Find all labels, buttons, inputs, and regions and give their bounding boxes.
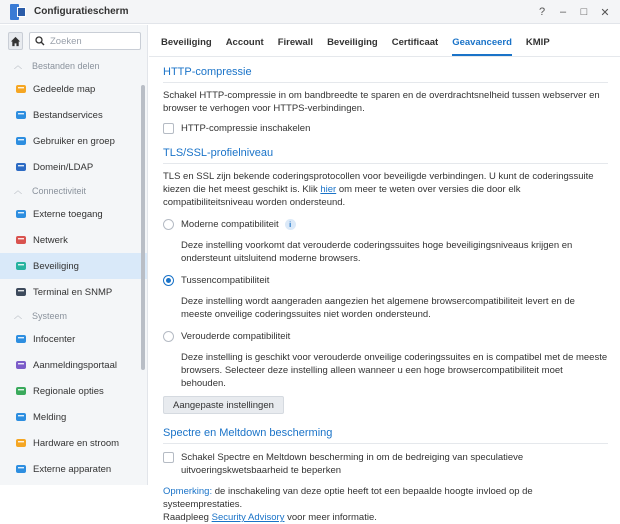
user-group-icon bbox=[14, 135, 27, 148]
file-services-icon bbox=[14, 109, 27, 122]
section-header[interactable] bbox=[0, 180, 147, 201]
sidebar-item-label: Domein/LDAP bbox=[33, 161, 94, 173]
tab-kmip[interactable]: KMIP bbox=[525, 37, 550, 48]
sidebar-item-label: Hardware en stroom bbox=[33, 437, 120, 449]
sidebar-item-netwerk[interactable] bbox=[0, 227, 147, 253]
sidebar-item-domein-ldap[interactable] bbox=[0, 154, 147, 180]
sidebar-item-label: Bestandservices bbox=[33, 109, 103, 121]
shield-icon bbox=[14, 260, 27, 273]
note-line2-end: voor meer informatie. bbox=[284, 512, 377, 523]
sidebar bbox=[0, 25, 148, 485]
shared-folder-icon bbox=[14, 83, 27, 96]
section-title: Systeem bbox=[32, 310, 68, 321]
tls-options bbox=[163, 217, 608, 390]
tls-option-label: Tussencompatibiliteit bbox=[181, 274, 270, 286]
tls-option-row[interactable] bbox=[163, 273, 608, 287]
chevron-up-icon: ︿ bbox=[14, 311, 22, 320]
sidebar-item-label: Beveiliging bbox=[33, 260, 79, 272]
tls-option-radio[interactable] bbox=[163, 219, 174, 230]
tab-bar bbox=[149, 25, 620, 57]
spectre-label: Schakel Spectre en Meltdown bescherming in om de bedreiging van speculatieve uitvoeringskwetsbaarheid te beperken bbox=[181, 452, 524, 476]
spectre-option[interactable] bbox=[163, 451, 608, 477]
hardware-power-icon bbox=[14, 437, 27, 450]
sidebar-item-melding[interactable] bbox=[0, 404, 147, 430]
sidebar-item-aanmeldingsportaal[interactable] bbox=[0, 352, 147, 378]
sidebar-item-label: Gebruiker en groep bbox=[33, 135, 115, 147]
sidebar-item-label: Melding bbox=[33, 411, 67, 423]
regional-options-icon bbox=[14, 385, 27, 398]
home-button[interactable] bbox=[8, 32, 23, 50]
network-icon bbox=[14, 234, 27, 247]
custom-settings-button[interactable]: Aangepaste instellingen bbox=[163, 396, 284, 414]
tls-option-radio[interactable] bbox=[163, 275, 174, 286]
tls-option-radio[interactable] bbox=[163, 331, 174, 342]
sidebar-item-bestandservices[interactable] bbox=[0, 102, 147, 128]
http-compression-option[interactable] bbox=[163, 122, 608, 135]
tls-option-row[interactable] bbox=[163, 329, 608, 343]
control-panel-app-icon bbox=[10, 4, 26, 20]
search-input[interactable] bbox=[50, 36, 140, 47]
external-devices-icon bbox=[14, 463, 27, 476]
tab-beveiliging[interactable]: Beveiliging bbox=[327, 37, 378, 48]
home-icon bbox=[10, 36, 21, 47]
section-title: Connectiviteit bbox=[32, 185, 87, 196]
window-controls bbox=[530, 3, 614, 21]
http-compression-label: HTTP-compressie inschakelen bbox=[181, 123, 311, 134]
chevron-up-icon: ︿ bbox=[14, 61, 22, 70]
note-text: de inschakeling van deze optie heeft tot een bepaalde hoogte invloed op de systeemprestaties. bbox=[163, 486, 533, 510]
settings-content bbox=[149, 66, 620, 524]
info-center-icon bbox=[14, 333, 27, 346]
sidebar-item-hardware-en-stroom[interactable] bbox=[0, 430, 147, 456]
nav-list bbox=[0, 55, 147, 482]
sidebar-item-gebruiker-en-groep[interactable] bbox=[0, 128, 147, 154]
spectre-note bbox=[163, 485, 608, 524]
search-icon bbox=[35, 36, 45, 46]
sidebar-item-terminal-en-snmp[interactable] bbox=[0, 279, 147, 305]
tls-desc-text: TLS en SSL zijn bekende coderingsprotocollen voor beveiligde verbindingen. U kunt de coderingssuite kiezen die het meest geschikt is. Klik bbox=[163, 171, 594, 195]
section-title: Bestanden delen bbox=[32, 60, 100, 71]
note-label: Opmerking: bbox=[163, 486, 213, 497]
tab-geavanceerd[interactable]: Geavanceerd bbox=[452, 37, 512, 56]
tls-profile-title: TLS/SSL-profielniveau bbox=[163, 147, 608, 164]
spectre-title: Spectre en Meltdown bescherming bbox=[163, 427, 608, 444]
terminal-icon bbox=[14, 286, 27, 299]
sidebar-item-gedeelde-map[interactable] bbox=[0, 76, 147, 102]
section-header[interactable] bbox=[0, 55, 147, 76]
info-icon[interactable]: i bbox=[285, 219, 296, 230]
tab-account[interactable]: Account bbox=[225, 37, 264, 48]
tab-certificaat[interactable]: Certificaat bbox=[391, 37, 439, 48]
http-compression-description: Schakel HTTP-compressie in om bandbreedte te sparen en de overdrachtsnelheid tussen webserver en browser te verhogen voor HTTPS-verbindingen. bbox=[163, 90, 600, 114]
search-box[interactable] bbox=[29, 32, 141, 50]
external-access-icon bbox=[14, 208, 27, 221]
sidebar-item-label: Regionale opties bbox=[33, 385, 104, 397]
notification-icon bbox=[14, 411, 27, 424]
sidebar-scrollbar[interactable] bbox=[141, 85, 145, 480]
chevron-up-icon: ︿ bbox=[14, 186, 22, 195]
tls-option-label: Moderne compatibiliteit bbox=[181, 218, 279, 230]
domain-icon bbox=[14, 161, 27, 174]
sidebar-item-regionale-opties[interactable] bbox=[0, 378, 147, 404]
tls-more-info-link[interactable]: hier bbox=[320, 184, 337, 195]
tls-option-description: Deze instelling voorkomt dat verouderde coderingssuites hoge beveiligingsniveaus krijgen en ondersteunt uitsluitend moderne browsers. bbox=[181, 240, 573, 264]
security-advisory-link[interactable]: Security Advisory bbox=[211, 512, 285, 523]
tls-option-description: Deze instelling is geschikt voor verouderde onveilige coderingssuites en is compatibel met de meeste browsers. Selecteer deze instelling alleen wanneer u een hoge browsercompatibiliteit moet behouden. bbox=[181, 352, 608, 389]
tls-option-label: Verouderde compatibiliteit bbox=[181, 330, 291, 342]
http-compression-title: HTTP-compressie bbox=[163, 66, 608, 83]
sidebar-item-beveiliging[interactable] bbox=[0, 253, 147, 279]
http-compression-checkbox[interactable] bbox=[163, 123, 174, 134]
tab-beveiliging[interactable]: Beveiliging bbox=[161, 37, 212, 48]
sidebar-item-infocenter[interactable] bbox=[0, 326, 147, 352]
title-bar bbox=[0, 0, 620, 24]
sidebar-item-label: Externe toegang bbox=[33, 208, 103, 220]
login-portal-icon bbox=[14, 359, 27, 372]
sidebar-item-externe-toegang[interactable] bbox=[0, 201, 147, 227]
window-title: Configuratiescherm bbox=[34, 6, 129, 17]
sidebar-item-label: Netwerk bbox=[33, 234, 68, 246]
close-button[interactable]: ✕ bbox=[600, 6, 610, 19]
sidebar-item-label: Aanmeldingsportaal bbox=[33, 359, 117, 371]
spectre-checkbox[interactable] bbox=[163, 452, 174, 463]
sidebar-item-label: Externe apparaten bbox=[33, 463, 112, 475]
maximize-button[interactable]: □ bbox=[580, 6, 588, 18]
tls-profile-description bbox=[163, 170, 608, 209]
tls-desc-text-2: om meer te weten over versies die door elk compatibiliteitsniveau worden ondersteund. bbox=[163, 184, 521, 208]
tls-option-description: Deze instelling wordt aangeraden aangezien het algemene browsercompatibiliteit levert en de meeste onveilige coderingssuites niet worden ondersteund. bbox=[181, 296, 575, 320]
scrollbar-thumb[interactable] bbox=[141, 85, 145, 370]
help-button[interactable]: ? bbox=[538, 6, 546, 18]
sidebar-item-label: Gedeelde map bbox=[33, 83, 96, 95]
sidebar-item-label: Infocenter bbox=[33, 333, 76, 345]
sidebar-top bbox=[0, 25, 147, 55]
sidebar-item-label: Terminal en SNMP bbox=[33, 286, 113, 298]
note-line2-text: Raadpleeg bbox=[163, 512, 212, 523]
minimize-button[interactable]: – bbox=[559, 6, 567, 18]
section-header[interactable] bbox=[0, 305, 147, 326]
sidebar-item-externe-apparaten[interactable] bbox=[0, 456, 147, 482]
main-panel bbox=[149, 25, 620, 523]
tls-option-row[interactable] bbox=[163, 217, 608, 231]
tab-firewall[interactable]: Firewall bbox=[277, 37, 314, 48]
